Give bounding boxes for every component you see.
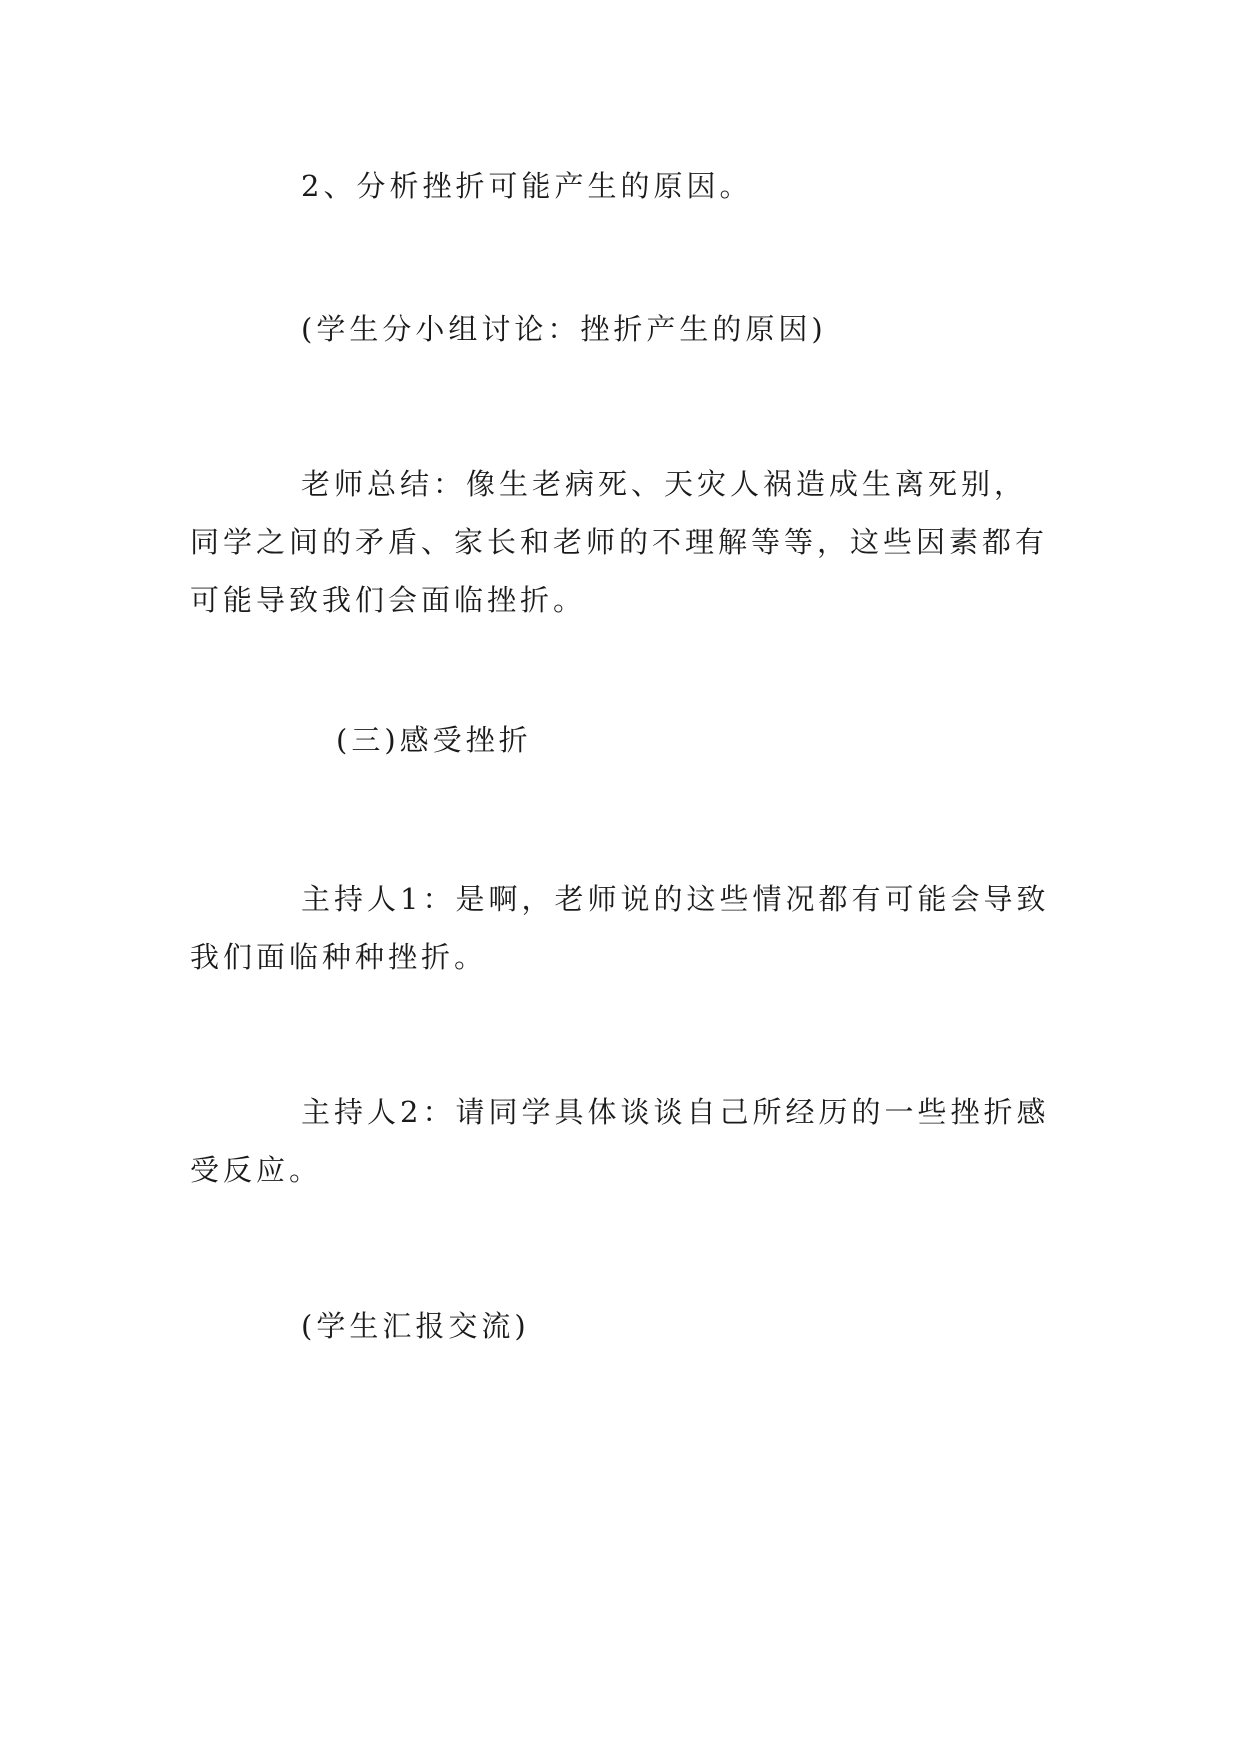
- paragraph-analysis-step: 2、分析挫折可能产生的原因。: [301, 169, 753, 203]
- paragraph-group-discussion: (学生分小组讨论：挫折产生的原因): [301, 312, 827, 346]
- section-heading-feel-frustration: (三)感受挫折: [336, 723, 532, 757]
- paragraph-host-1: 主持人1：是啊，老师说的这些情况都有可能会导致我们面临种种挫折。: [190, 882, 1050, 974]
- paragraph-teacher-summary: 老师总结：像生老病死、天灾人祸造成生离死别，同学之间的矛盾、家长和老师的不理解等等，这些因素都有可能导致我们会面临挫折。: [190, 467, 1049, 617]
- paragraph-student-report: (学生汇报交流): [301, 1309, 530, 1343]
- paragraph-host-2: 主持人2：请同学具体谈谈自己所经历的一些挫折感受反应。: [190, 1095, 1050, 1187]
